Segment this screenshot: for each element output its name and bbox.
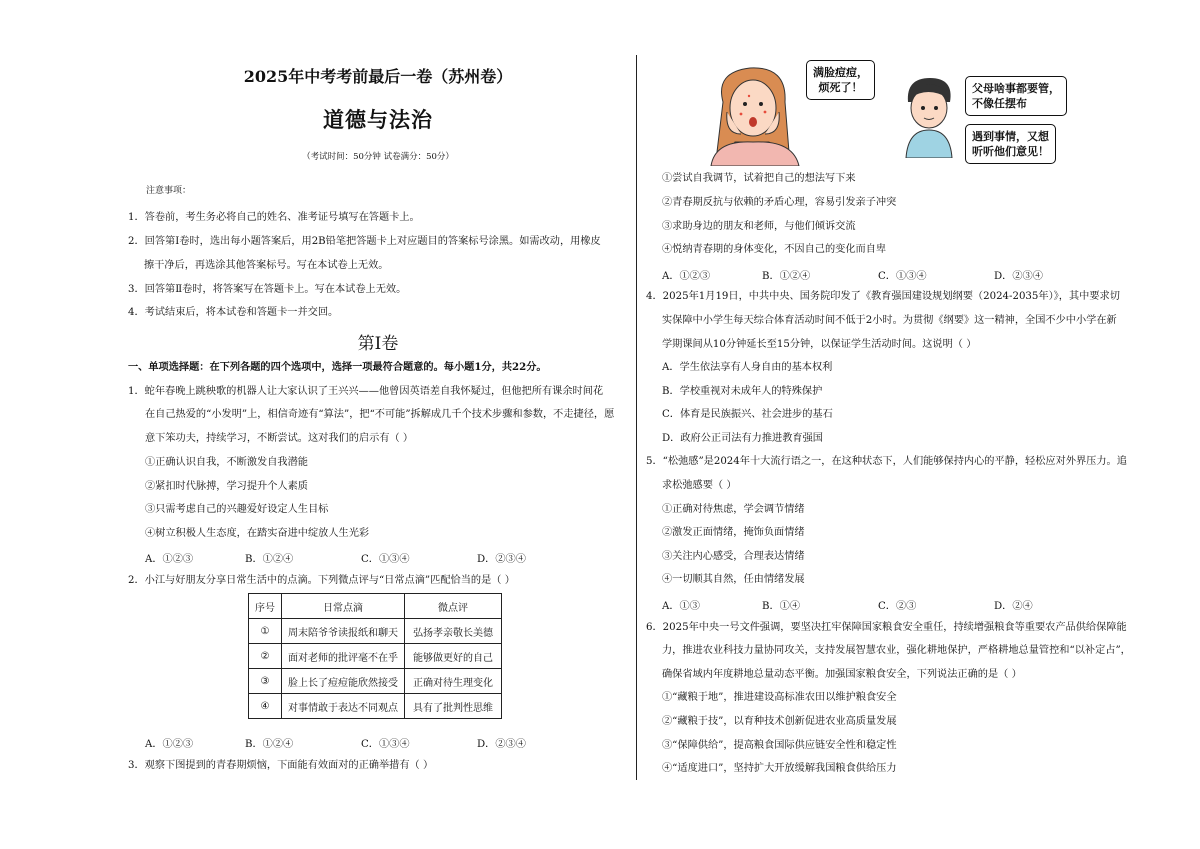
q5-item-4: ④一切顺其自然，任由情绪发展 xyxy=(662,574,805,585)
table-cell: 弘扬孝亲敬长美德 xyxy=(405,619,502,644)
q5-line-1: 5．“松弛感”是2024年十大流行语之一，在这种状态下，人们能够保持内心的平静，轻松应对外界压力。追 xyxy=(646,456,1127,467)
speech-bubble-acne xyxy=(806,60,875,100)
table-row xyxy=(249,619,502,644)
table-cell: ④ xyxy=(249,694,282,719)
exam-title: 2025年中考考前最后一卷（苏州卷） xyxy=(243,67,513,86)
q6-item-1: ①“藏粮于地”，推进建设高标准农田以维护粮食安全 xyxy=(662,692,897,703)
bubble-text: 不像任摆布 xyxy=(972,97,1027,110)
q5-item-2: ②激发正面情绪，掩饰负面情绪 xyxy=(662,527,805,538)
bubble-text: 听听他们意见！ xyxy=(972,145,1049,158)
table-row xyxy=(249,644,502,669)
speech-bubble-advice xyxy=(965,124,1056,164)
q4-option-c[interactable]: C．体育是民族振兴、社会进步的基石 xyxy=(662,409,833,420)
q5-line-2: 求松弛感要（ ） xyxy=(662,480,737,491)
q1-option-d[interactable]: D．②③④ xyxy=(477,554,526,565)
bubble-text: 父母啥事都要管， xyxy=(972,82,1060,95)
q1-option-c[interactable]: C．①③④ xyxy=(361,554,410,565)
table-cell: 面对老师的批评毫不在乎 xyxy=(282,644,405,669)
note-2: 2．回答第Ⅰ卷时，选出每小题答案后，用2B铅笔把答题卡上对应题目的答案标号涂黑。如需改动，用橡皮 xyxy=(128,236,601,247)
notes-heading: 注意事项： xyxy=(146,186,192,196)
q1-option-b[interactable]: B．①②④ xyxy=(245,554,294,565)
q2-stem: 2．小江与好朋友分享日常生活中的点滴。下列微点评与“日常点滴”匹配恰当的是（ ） xyxy=(128,575,515,586)
q5-option-d[interactable]: D．②④ xyxy=(994,601,1033,612)
boy-illustration-icon xyxy=(898,72,960,158)
table-cell: 脸上长了痘痘能欣然接受 xyxy=(282,669,405,694)
table-cell: 对事情敢于表达不同观点 xyxy=(282,694,405,719)
q2-table xyxy=(248,593,502,719)
q2-option-a[interactable]: A．①②③ xyxy=(145,739,194,750)
q4-line-2: 实保障中小学生每天综合体育活动时间不低于2小时。为贯彻《纲要》这一精神，全国不少中小学在新 xyxy=(662,315,1117,326)
q3-item-4: ④悦纳青春期的身体变化，不因自己的变化而自卑 xyxy=(662,244,887,255)
q6-line-3: 确保省域内年度耕地总量动态平衡。加强国家粮食安全，下列说法正确的是（ ） xyxy=(662,669,1022,680)
table-header: 微点评 xyxy=(405,594,502,619)
q6-item-2: ②“藏粮于技”，以育种技术创新促进农业高质量发展 xyxy=(662,716,897,727)
bubble-text: 满脸痘痘， xyxy=(813,66,868,79)
q3-option-b[interactable]: B．①②④ xyxy=(762,271,811,282)
q1-item-3: ③只需考虑自己的兴趣爱好设定人生目标 xyxy=(145,504,329,515)
q5-option-c[interactable]: C．②③ xyxy=(878,601,917,612)
table-cell: ② xyxy=(249,644,282,669)
q3-item-1: ①尝试自我调节，试着把自己的想法写下来 xyxy=(662,173,856,184)
q5-option-a[interactable]: A．①③ xyxy=(662,601,700,612)
q1-option-a[interactable]: A．①②③ xyxy=(145,554,194,565)
table-row xyxy=(249,669,502,694)
speech-bubble-parents xyxy=(965,76,1067,116)
q1-item-2: ②紧扣时代脉搏，学习提升个人素质 xyxy=(145,481,308,492)
note-2-cont: 擦干净后，再选涂其他答案标号。写在本试卷上无效。 xyxy=(144,260,389,271)
column-divider xyxy=(636,55,637,780)
q5-item-1: ①正确对待焦虑，学会调节情绪 xyxy=(662,504,805,515)
table-cell: 具有了批判性思维 xyxy=(405,694,502,719)
table-cell: ① xyxy=(249,619,282,644)
q3-item-2: ②青春期反抗与依赖的矛盾心理，容易引发亲子冲突 xyxy=(662,197,897,208)
q1-line-1: 1．蛇年春晚上跳秧歌的机器人让大家认识了王兴兴——他曾因英语差自我怀疑过，但他把所有课余时间花 xyxy=(128,386,604,397)
subject-title: 道德与法治 xyxy=(323,108,433,132)
q3-option-d[interactable]: D．②③④ xyxy=(994,271,1043,282)
bubble-text: 烦死了！ xyxy=(818,81,863,94)
q4-option-d[interactable]: D．政府公正司法有力推进教育强国 xyxy=(662,433,823,444)
table-cell: 正确对待生理变化 xyxy=(405,669,502,694)
q4-line-1: 4．2025年1月19日，中共中央、国务院印发了《教育强国建设规划纲要（2024-2035年）》，其中要求切 xyxy=(646,291,1120,302)
q2-option-c[interactable]: C．①③④ xyxy=(361,739,410,750)
q4-line-3: 学期课间从10分钟延长至15分钟，以保证学生活动时间。这说明（ ） xyxy=(662,339,977,350)
q3-option-c[interactable]: C．①③④ xyxy=(878,271,927,282)
table-header-row xyxy=(249,594,502,619)
q3-option-a[interactable]: A．①②③ xyxy=(662,271,711,282)
girl-illustration-icon xyxy=(705,62,805,166)
q3-item-3: ③求助身边的朋友和老师，与他们倾诉交流 xyxy=(662,221,856,232)
note-1: 1．答卷前，考生务必将自己的姓名、准考证号填写在答题卡上。 xyxy=(128,212,420,223)
q3-stem: 3．观察下图提到的青春期烦恼，下面能有效面对的正确举措有（ ） xyxy=(128,760,434,771)
q1-line-2: 在自己热爱的“小发明”上，相信奇迹有“算法”，把“不可能”拆解成几千个技术步骤和参数，不走捷径，愿 xyxy=(145,409,615,420)
table-cell: ③ xyxy=(249,669,282,694)
q6-line-2: 力，推进农业科技力量协同攻关，支持发展智慧农业，强化耕地保护，严格耕地总量管控和“以补定占”， xyxy=(662,645,1131,656)
q6-line-1: 6．2025年中央一号文件强调，要坚决扛牢保障国家粮食安全重任，持续增强粮食等重要农产品供给保障能 xyxy=(646,622,1127,633)
q1-item-4: ④树立积极人生态度，在踏实奋进中绽放人生光彩 xyxy=(145,528,370,539)
q5-option-b[interactable]: B．①④ xyxy=(762,601,801,612)
section-instruction: 一、单项选择题：在下列各题的四个选项中，选择一项最符合题意的。每小题1分，共22分。 xyxy=(128,361,547,373)
q4-option-b[interactable]: B．学校重视对未成年人的特殊保护 xyxy=(662,386,823,397)
q1-line-3: 意下笨功夫，持续学习，不断尝试。这对我们的启示有（ ） xyxy=(145,433,414,444)
q6-item-3: ③“保障供给”，提高粮食国际供应链安全性和稳定性 xyxy=(662,740,897,751)
table-row xyxy=(249,694,502,719)
note-3: 3．回答第Ⅱ卷时，将答案写在答题卡上。写在本试卷上无效。 xyxy=(128,284,407,295)
table-header: 序号 xyxy=(249,594,282,619)
q6-item-4: ④“适度进口”，坚持扩大开放缓解我国粮食供给压力 xyxy=(662,763,897,774)
q2-option-b[interactable]: B．①②④ xyxy=(245,739,294,750)
q4-option-a[interactable]: A．学生依法享有人身自由的基本权利 xyxy=(662,362,833,373)
note-4: 4．考试结束后，将本试卷和答题卡一并交回。 xyxy=(128,307,339,318)
table-header: 日常点滴 xyxy=(282,594,405,619)
exam-info: （考试时间：50分钟 试卷满分：50分） xyxy=(302,152,454,162)
bubble-text: 遇到事情，又想 xyxy=(972,130,1049,143)
q1-item-1: ①正确认识自我，不断激发自我潜能 xyxy=(145,457,308,468)
table-cell: 能够做更好的自己 xyxy=(405,644,502,669)
q2-option-d[interactable]: D．②③④ xyxy=(477,739,526,750)
section-title: 第Ⅰ卷 xyxy=(357,334,399,354)
q5-item-3: ③关注内心感受，合理表达情绪 xyxy=(662,551,805,562)
table-cell: 周末陪爷爷读报纸和聊天 xyxy=(282,619,405,644)
